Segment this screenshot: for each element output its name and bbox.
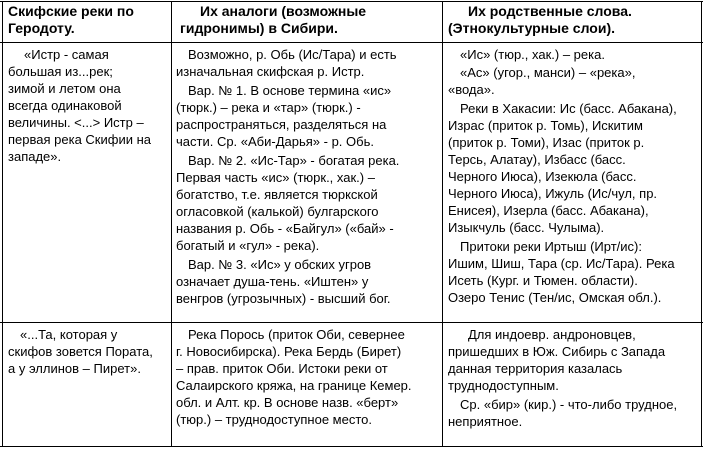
text-line: Черного Июса), Изекюла (басс. xyxy=(448,169,637,184)
text-line: величины. <...> Истр – xyxy=(8,115,144,130)
text-line: всегда одинаковой xyxy=(8,98,122,113)
text-line: Изыкчуль (басс. Чулыма). xyxy=(448,220,605,235)
text-line: богатство, т.е. является тюркской xyxy=(176,187,378,202)
text-line: «Истр - самая xyxy=(24,47,109,62)
text-line: скифов зовется Пората, xyxy=(8,344,153,359)
text-line: г. Новосибирска). Река Бердь (Бирет) xyxy=(176,344,402,359)
row-divider xyxy=(0,322,703,323)
text-line: а у эллинов – Пирет». xyxy=(8,361,141,376)
text-line: труднодоступным. xyxy=(448,378,559,393)
text-line: Ишим, Шиш, Тара (ср. Ис/Тара). Река xyxy=(448,256,675,271)
text-line: Первая часть «ис» (тюрк., хак.) – xyxy=(176,170,375,185)
text-line: Вар. № 3. «Ис» у обских угров xyxy=(188,257,372,272)
text-line: (тюр.) – труднодоступное место. xyxy=(176,412,372,427)
text-line: западе». xyxy=(8,149,62,164)
header-text: Геродоту. xyxy=(8,20,75,36)
text-line: части. Ср. «Аби-Дарья» - р. Обь. xyxy=(176,134,374,149)
header-text: гидронимы) в Сибири. xyxy=(180,20,338,36)
header-divider xyxy=(0,42,703,43)
text-line: Река Порось (приток Оби, севернее xyxy=(188,327,405,342)
text-line: богатый и «гул» - река). xyxy=(176,238,320,253)
text-line: Израс (приток р. Томь), Искитим xyxy=(448,118,643,133)
text-line: Енисея), Изерла (басс. Абакана), xyxy=(448,203,649,218)
header-text: Скифские реки по xyxy=(8,3,134,19)
text-line: Притоки реки Иртыш (Ирт/ис): xyxy=(460,239,642,254)
header-text: (Этнокультурные слои). xyxy=(448,20,616,36)
header-text: Их аналоги (возможные xyxy=(200,3,367,19)
text-line: венгров (угрозычных) - высший бог. xyxy=(176,291,391,306)
text-line: «...Та, которая у xyxy=(20,327,118,342)
text-line: огласовкой (калькой) булгарского xyxy=(176,204,379,219)
text-line: (тюрк.) – река и «тар» (тюрк.) - xyxy=(176,100,361,115)
text-line: названия р. Обь - «Байгул» («бай» - xyxy=(176,221,394,236)
text-line: «Ис» (тюр., хак.) – река. xyxy=(460,47,605,62)
text-line: – прав. приток Оби. Истоки реки от xyxy=(176,361,388,376)
text-line: Возможно, р. Обь (Ис/Тара) и есть xyxy=(188,47,397,62)
text-line: Салаирского кряжа, на границе Кемер. xyxy=(176,378,412,393)
column-divider-2 xyxy=(442,1,443,447)
text-line: данная территория казалась xyxy=(448,361,623,376)
text-line: означает душа-тень. «Иштен» у xyxy=(176,274,369,289)
column-divider-1 xyxy=(171,1,172,447)
text-line: (приток р. Томи), Изас (приток р. xyxy=(448,135,645,150)
table-border-top xyxy=(0,1,703,2)
text-line: Ср. «бир» (кир.) - что-либо трудное, xyxy=(460,397,678,412)
header-text: Их родственные слова. xyxy=(468,3,632,19)
table-border-bottom xyxy=(0,446,703,447)
table-border-left xyxy=(2,1,3,447)
text-line: изначальная скифская р. Истр. xyxy=(176,64,365,79)
text-line: Озеро Тенис (Тен/ис, Омская обл.). xyxy=(448,290,662,305)
text-line: распространяться, разделяться на xyxy=(176,117,387,132)
text-line: большая из...рек; xyxy=(8,64,113,79)
text-line: обл. и Алт. кр. В основе назв. «берт» xyxy=(176,395,399,410)
text-line: Терсь, Алатау), Избасс (басс. xyxy=(448,152,626,167)
text-line: Для индоевр. андроновцев, xyxy=(468,327,636,342)
text-line: Реки в Хакасии: Ис (басс. Абакана), xyxy=(460,101,677,116)
text-line: зимой и летом она xyxy=(8,81,121,96)
text-line: «вода». xyxy=(448,82,495,97)
table-border-right xyxy=(701,1,702,447)
text-line: первая река Скифии на xyxy=(8,132,151,147)
text-line: Черного Июса), Ижуль (Ис/чул, пр. xyxy=(448,186,658,201)
text-line: Исеть (Кург. и Тюмен. области). xyxy=(448,273,638,288)
text-line: Вар. № 1. В основе термина «ис» xyxy=(188,83,392,98)
text-line: пришедших в Юж. Сибирь с Запада xyxy=(448,344,666,359)
text-line: неприятное. xyxy=(448,414,523,429)
text-line: Вар. № 2. «Ис-Тар» - богатая река. xyxy=(188,153,400,168)
text-line: «Ас» (угор., манси) – «река», xyxy=(460,65,636,80)
